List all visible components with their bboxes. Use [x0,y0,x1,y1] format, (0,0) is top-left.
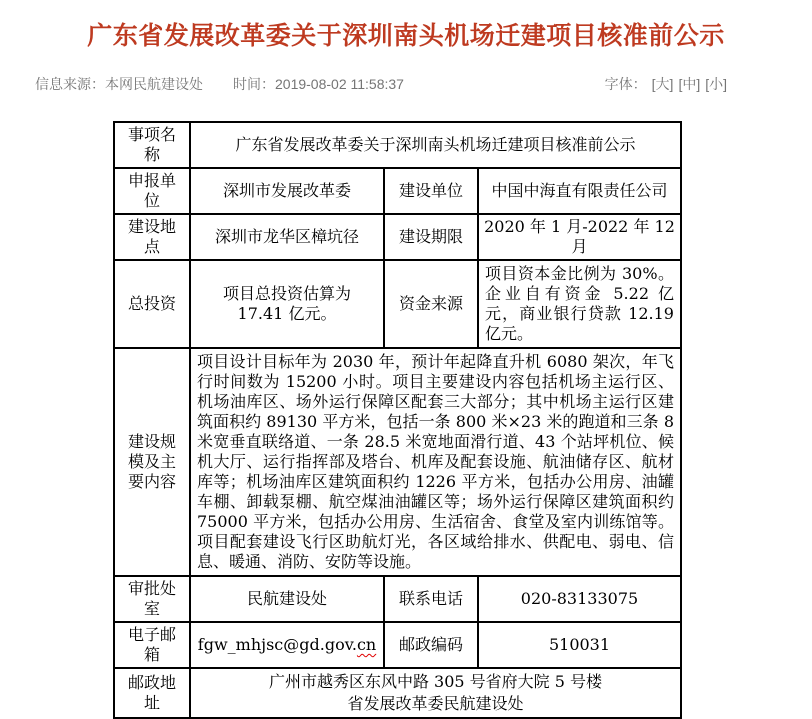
table-row-location-period [114,214,681,260]
address-line-1: 广州市越秀区东风中路 305 号省府大院 5 号楼 [268,672,603,691]
publish-time [233,74,404,94]
notice-table [113,121,682,719]
info-source [35,74,203,94]
publish-time-label: 时间： [233,76,275,92]
item-name-label: 事项名称 [114,122,190,168]
table-row-email-postcode [114,622,681,668]
address-value [190,668,681,718]
address-label: 邮政地址 [114,668,190,718]
scale-value: 项目设计目标年为 2030 年，预计年起降直升机 6080 架次，年飞行时间数为 15200 小时。项目主要建设内容包括机场主运行区、机场油库区、场外运行保障区配套三大部分；其中机场主运行区建筑面积约 89130 平方米，包括一条 800 米×23 米的跑道和三条 8 米宽垂直联络道、一条 28.5 米宽地面滑行道、43 个站坪机位、候机大厅、运行指挥部及塔台、机库及配套设施、航油储存区、航材库等；机场油库区建筑面积约 1226 平方米，包括办公用房、油罐车棚、卸载泵棚、航空煤油油罐区等；场外运行保障区建筑面积约 75000 平方米，包括办公用房、生活宿舍、食堂及室内训练馆等。项目配套建设飞行区助航灯光，各区域给排水、供配电、弱电、信息、暖通、消防、安防等设施。 [190,348,681,576]
info-source-value: 本网民航建设处 [105,76,203,92]
scale-label: 建设规模及主要内容 [114,348,190,576]
font-size-small-button[interactable]: [小] [705,76,727,92]
address-line-2: 省发展改革委民航建设处 [347,694,524,713]
builder-value: 中国中海直有限责任公司 [478,168,681,214]
period-value: 2020 年 1 月-2022 年 12 月 [478,214,681,260]
table-row-investment-funding [114,260,681,348]
location-label: 建设地点 [114,214,190,260]
investment-label: 总投资 [114,260,190,348]
email-address-tail: cn [356,635,377,654]
department-label: 审批处室 [114,576,190,622]
investment-value: 项目总投资估算为 17.41 亿元。 [190,260,384,348]
table-row-address [114,668,681,718]
phone-value: 020-83133075 [478,576,681,622]
font-size-medium-button[interactable]: [中] [678,76,701,92]
table-row-item-name [114,122,681,168]
font-size-controls [605,74,727,94]
table-row-department-phone [114,576,681,622]
funding-label: 资金来源 [384,260,478,348]
info-source-label: 信息来源： [35,76,105,92]
phone-label: 联系电话 [384,576,478,622]
font-size-label: 字体： [604,76,647,92]
page-title: 广东省发展改革委关于深圳南头机场迁建项目核准前公示 [87,22,725,50]
font-size-large-button[interactable]: [大] [651,76,674,92]
applicant-label: 申报单位 [114,168,190,214]
postcode-label: 邮政编码 [384,622,478,668]
postcode-value: 510031 [478,622,681,668]
email-address [190,622,384,668]
period-label: 建设期限 [384,214,478,260]
item-name-value: 广东省发展改革委关于深圳南头机场迁建项目核准前公示 [190,122,681,168]
department-value: 民航建设处 [190,576,384,622]
applicant-value: 深圳市发展改革委 [190,168,384,214]
publish-time-value: 2019-08-02 11:58:37 [275,76,404,92]
builder-label: 建设单位 [384,168,478,214]
email-label: 电子邮箱 [114,622,190,668]
meta-bar [0,74,812,94]
email-address-main: fgw_mhjsc@gd.gov. [197,635,357,654]
table-row-scale [114,348,681,576]
location-value: 深圳市龙华区樟坑径 [190,214,384,260]
funding-value: 项目资本金比例为 30%。企业自有资金 5.22 亿元，商业银行贷款 12.19 亿元。 [478,260,681,348]
table-row-units [114,168,681,214]
